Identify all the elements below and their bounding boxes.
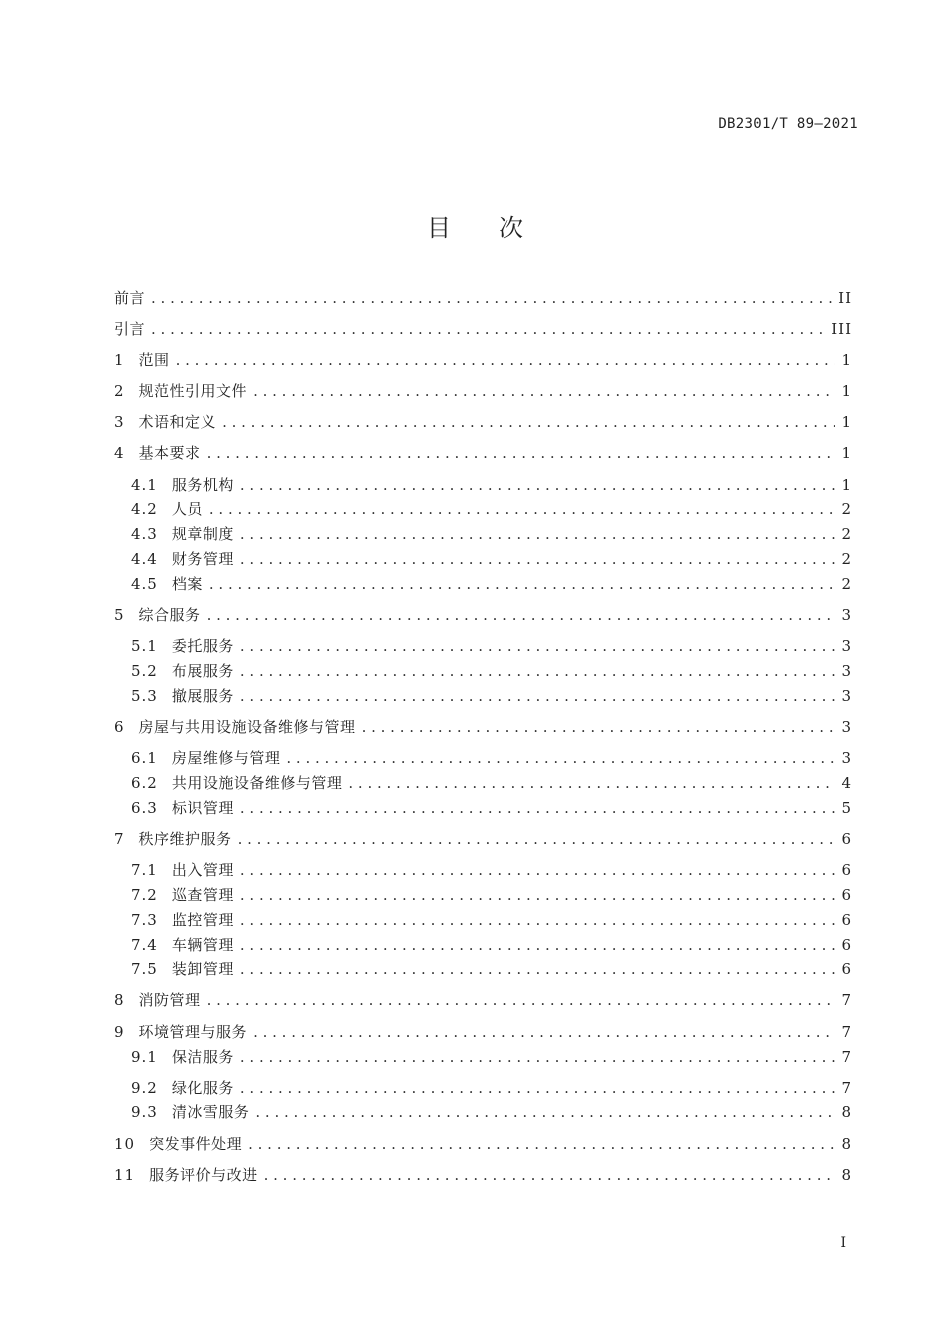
- dot-leader: [253, 1022, 835, 1042]
- toc-entry-page: 6: [841, 886, 852, 904]
- toc-entry[interactable]: [131, 1047, 852, 1067]
- toc-entry[interactable]: [131, 636, 852, 656]
- dot-leader: [151, 288, 832, 308]
- toc-entry-number: 4.2: [131, 500, 158, 518]
- toc-entry[interactable]: [131, 959, 852, 979]
- toc-entry-number: 4.4: [131, 550, 158, 568]
- toc-entry-label: 撤展服务: [171, 687, 234, 705]
- toc-entry[interactable]: [131, 499, 852, 519]
- toc-entry[interactable]: [131, 860, 852, 880]
- toc-entry-number: 7.4: [131, 936, 158, 954]
- toc-entry[interactable]: [114, 412, 852, 432]
- toc-entry[interactable]: [114, 288, 852, 308]
- dot-leader: [209, 574, 836, 594]
- toc-entry-page: 1: [841, 444, 852, 462]
- toc-entry-label: 档案: [171, 575, 203, 593]
- toc-entry-number: 7.5: [131, 960, 158, 978]
- toc-entry[interactable]: [114, 717, 852, 737]
- dot-leader: [176, 350, 836, 370]
- toc-entry-page: 6: [841, 830, 852, 848]
- dot-leader: [240, 686, 836, 706]
- toc-entry-page: 2: [841, 550, 852, 568]
- toc-entry-page: 1: [841, 351, 852, 369]
- toc-entry-number: 4.3: [131, 525, 158, 543]
- toc-entry[interactable]: [131, 661, 852, 681]
- toc-entry-number: 2: [114, 382, 125, 400]
- toc-entry-page: 4: [841, 774, 852, 792]
- dot-leader: [248, 1134, 835, 1154]
- toc-entry-label: 财务管理: [171, 550, 234, 568]
- toc-entry[interactable]: [131, 1078, 852, 1098]
- dot-leader: [362, 717, 836, 737]
- toc-entry-label: 房屋与共用设施设备维修与管理: [138, 718, 356, 736]
- toc-entry-page: 7: [841, 991, 852, 1009]
- toc-entry-number: 4.5: [131, 575, 158, 593]
- dot-leader: [240, 910, 836, 930]
- toc-entry-number: 6.3: [131, 799, 158, 817]
- toc-entry-page: 6: [841, 936, 852, 954]
- toc-entry-label: 规范性引用文件: [138, 382, 248, 400]
- toc-entry-page: 3: [841, 718, 852, 736]
- toc-entry-page: 1: [841, 413, 852, 431]
- toc-entry-number: 5: [114, 606, 125, 624]
- toc-entry-label: 布展服务: [171, 662, 234, 680]
- toc-entry-page: 6: [841, 960, 852, 978]
- toc-entry-label: 综合服务: [138, 606, 201, 624]
- toc-entry-page: 2: [841, 500, 852, 518]
- toc-entry-page: 8: [841, 1103, 852, 1121]
- toc-entry-number: 7.2: [131, 886, 158, 904]
- toc-entry[interactable]: [131, 885, 852, 905]
- toc-entry-number: 10: [114, 1135, 136, 1153]
- dot-leader: [207, 605, 836, 625]
- toc-entry-label: 消防管理: [138, 991, 201, 1009]
- toc-entry[interactable]: [131, 773, 852, 793]
- toc-entry-number: 6: [114, 718, 125, 736]
- dot-leader: [240, 524, 836, 544]
- toc-entry[interactable]: [131, 910, 852, 930]
- toc-entry-label: 人员: [171, 500, 203, 518]
- toc-entry-label: 出入管理: [171, 861, 234, 879]
- toc-entry[interactable]: [114, 350, 852, 370]
- dot-leader: [207, 443, 836, 463]
- toc-entry[interactable]: [114, 990, 852, 1010]
- toc-entry[interactable]: [131, 574, 852, 594]
- dot-leader: [264, 1165, 836, 1185]
- toc-entry-label: 范围: [138, 351, 170, 369]
- toc-entry-page: 3: [841, 687, 852, 705]
- toc-entry-label: 规章制度: [171, 525, 234, 543]
- toc-entry-label: 监控管理: [171, 911, 234, 929]
- toc-entry[interactable]: [131, 686, 852, 706]
- toc-entry[interactable]: [131, 475, 852, 495]
- page-number: I: [840, 1235, 846, 1251]
- dot-leader: [209, 499, 836, 519]
- page-title-char-2: 次: [499, 214, 523, 242]
- toc-entry-number: 4: [114, 444, 125, 462]
- dot-leader: [240, 1047, 836, 1067]
- dot-leader: [240, 1078, 836, 1098]
- toc-entry[interactable]: [114, 605, 852, 625]
- document-code: DB2301/T 89—2021: [718, 116, 858, 132]
- toc-entry-page: 8: [841, 1166, 852, 1184]
- page-title: [0, 208, 950, 243]
- toc-entry[interactable]: [114, 829, 852, 849]
- dot-leader: [222, 412, 835, 432]
- toc-entry-number: 5.3: [131, 687, 158, 705]
- toc-entry[interactable]: [114, 1022, 852, 1042]
- toc-entry-label: 秩序维护服务: [138, 830, 232, 848]
- toc-entry[interactable]: [114, 1165, 852, 1185]
- toc-entry-number: 9: [114, 1023, 125, 1041]
- toc-entry-page: 7: [841, 1079, 852, 1097]
- toc-entry[interactable]: [114, 381, 852, 401]
- toc-entry-page: 1: [841, 476, 852, 494]
- toc-entry-page: 3: [841, 606, 852, 624]
- toc-entry-label: 巡查管理: [171, 886, 234, 904]
- toc-entry-number: 6.2: [131, 774, 158, 792]
- toc-entry-page: 7: [841, 1023, 852, 1041]
- dot-leader: [151, 319, 825, 339]
- toc-entry-number: 9.2: [131, 1079, 158, 1097]
- toc-entry-label: 房屋维修与管理: [171, 749, 281, 767]
- toc-entry-label: 标识管理: [171, 799, 234, 817]
- toc-entry-label: 术语和定义: [138, 413, 217, 431]
- dot-leader: [240, 798, 836, 818]
- toc-entry-page: 8: [841, 1135, 852, 1153]
- dot-leader: [240, 860, 836, 880]
- toc-entry-label: 委托服务: [171, 637, 234, 655]
- toc-entry-page: 1: [841, 382, 852, 400]
- toc-entry-label: 基本要求: [138, 444, 201, 462]
- toc-entry-page: 6: [841, 911, 852, 929]
- toc-entry-number: 9.1: [131, 1048, 158, 1066]
- toc-entry-page: 6: [841, 861, 852, 879]
- toc-entry-label: 清冰雪服务: [171, 1103, 250, 1121]
- toc-entry-label: 车辆管理: [171, 936, 234, 954]
- toc-entry-page: 3: [841, 749, 852, 767]
- toc-entry-number: 5.1: [131, 637, 158, 655]
- toc-entry-label: 保洁服务: [171, 1048, 234, 1066]
- toc-entry-page: 3: [841, 662, 852, 680]
- dot-leader: [255, 1102, 835, 1122]
- toc-entry-number: 1: [114, 351, 125, 369]
- toc-entry-label: 装卸管理: [171, 960, 234, 978]
- dot-leader: [207, 990, 836, 1010]
- toc-entry[interactable]: [114, 443, 852, 463]
- toc-entry-label: 服务机构: [171, 476, 234, 494]
- dot-leader: [253, 381, 835, 401]
- dot-leader: [240, 475, 836, 495]
- toc-entry-label: 绿化服务: [171, 1079, 234, 1097]
- toc-entry-number: 7.3: [131, 911, 158, 929]
- toc-entry-number: 4.1: [131, 476, 158, 494]
- toc-entry-label: 共用设施设备维修与管理: [171, 774, 343, 792]
- toc-entry[interactable]: [131, 549, 852, 569]
- toc-entry-page: 3: [841, 637, 852, 655]
- toc-entry-page: 2: [841, 525, 852, 543]
- toc-entry-page: II: [838, 289, 852, 307]
- toc-entry-number: 7: [114, 830, 125, 848]
- toc-entry-label: 服务评价与改进: [149, 1166, 258, 1184]
- dot-leader: [240, 935, 836, 955]
- dot-leader: [240, 636, 836, 656]
- toc-entry[interactable]: [131, 524, 852, 544]
- toc-entry-number: 7.1: [131, 861, 158, 879]
- toc-entry-number: 9.3: [131, 1103, 158, 1121]
- toc-entry-page: 7: [841, 1048, 852, 1066]
- dot-leader: [286, 748, 835, 768]
- toc-entry-number: 5.2: [131, 662, 158, 680]
- page-title-char-1: 目: [427, 214, 451, 242]
- toc-entry-page: III: [831, 320, 852, 338]
- dot-leader: [240, 661, 836, 681]
- toc-entry[interactable]: [131, 748, 852, 768]
- toc-entry[interactable]: [114, 319, 852, 339]
- dot-leader: [240, 549, 836, 569]
- toc-entry-label: 环境管理与服务: [138, 1023, 248, 1041]
- toc-entry-page: 2: [841, 575, 852, 593]
- toc-entry-number: 3: [114, 413, 125, 431]
- toc-entry-number: 11: [114, 1166, 136, 1184]
- toc-entry[interactable]: [131, 1102, 852, 1122]
- toc-entry-number: 8: [114, 991, 125, 1009]
- toc-entry[interactable]: [131, 935, 852, 955]
- toc-entry[interactable]: [114, 1134, 852, 1154]
- dot-leader: [240, 885, 836, 905]
- toc-entry-label: 引言: [114, 320, 146, 338]
- toc-entry-label: 前言: [114, 289, 146, 307]
- toc-entry-label: 突发事件处理: [149, 1135, 243, 1153]
- toc-entry[interactable]: [131, 798, 852, 818]
- dot-leader: [240, 959, 836, 979]
- dot-leader: [238, 829, 836, 849]
- toc-entry-page: 5: [841, 799, 852, 817]
- toc-entry-number: 6.1: [131, 749, 158, 767]
- dot-leader: [348, 773, 835, 793]
